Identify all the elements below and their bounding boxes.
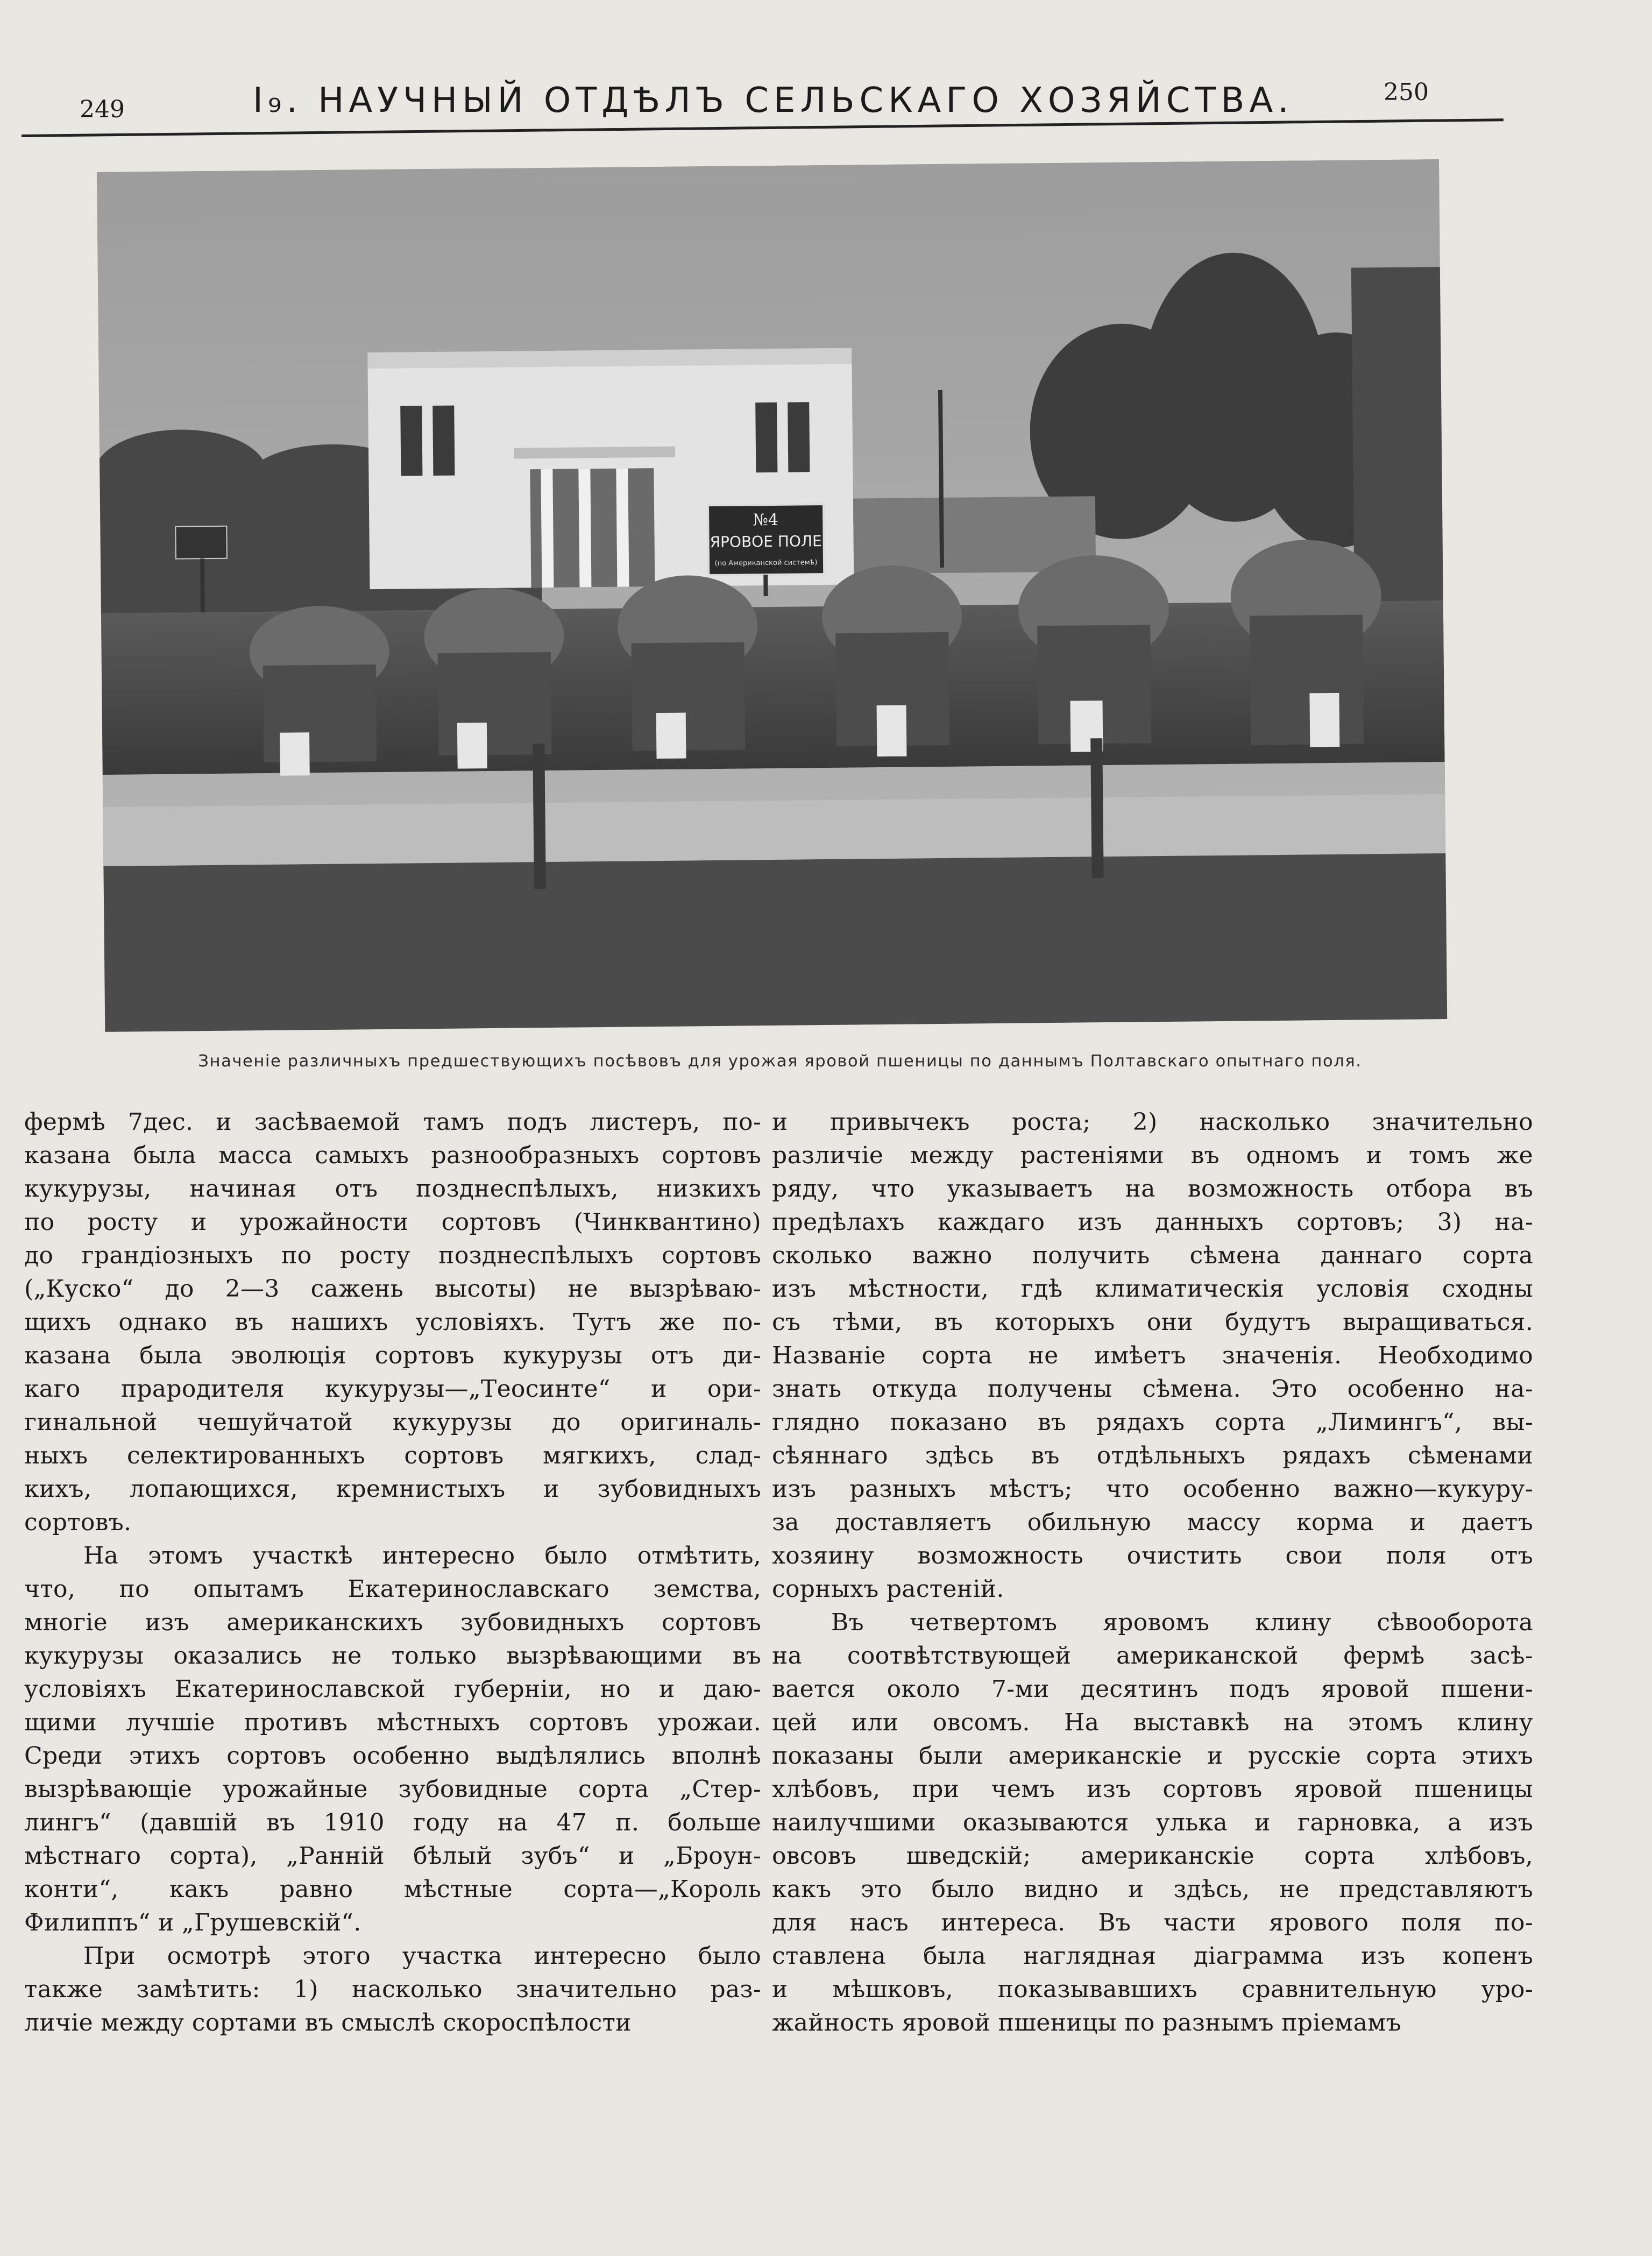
text-line: каго прародителя кукурузы—„Теосинте“ и ори- xyxy=(24,1375,761,1403)
text-line: сортовъ. xyxy=(24,1509,132,1536)
text-line: вызрѣвающіе урожайные зубовидные сорта „Стер- xyxy=(24,1776,761,1803)
text-line: глядно показано въ рядахъ сорта „Лимингъ“, вы- xyxy=(772,1409,1533,1436)
text-line: казана была эволюція сортовъ кукурузы отъ ди- xyxy=(24,1342,761,1369)
text-line: условіяхъ Екатеринославской губерніи, но и даю- xyxy=(24,1675,761,1703)
text-line: („Куско“ до 2—3 сажень высоты) не вызрѣваю- xyxy=(24,1275,761,1303)
text-line: казана была масса самыхъ разнообразныхъ сортовъ xyxy=(24,1142,761,1169)
text-line: хлѣбовъ, при чемъ изъ сортовъ яровой пшеницы xyxy=(772,1776,1533,1803)
text-line: личіе между сортами въ смыслѣ скороспѣлости xyxy=(24,2009,632,2036)
text-line: и привычекъ роста; 2) насколько значительно xyxy=(772,1108,1533,1136)
text-line: кукурузы, начиная отъ позднеспѣлыхъ, низкихъ xyxy=(24,1175,761,1203)
text-line: по росту и урожайности сортовъ (Чинквантино) xyxy=(24,1208,761,1236)
header-rule xyxy=(22,118,1504,137)
text-line: до грандіозныхъ по росту позднеспѣлыхъ сортовъ xyxy=(24,1242,761,1269)
foreground-grass xyxy=(103,853,1447,1032)
text-line: кукурузы оказались не только вызрѣвающими въ xyxy=(24,1642,761,1670)
right-text-column xyxy=(772,1106,1533,2040)
text-line: и мѣшковъ, показывавшихъ сравнительную уро- xyxy=(772,1976,1533,2003)
text-line: сѣяннаго здѣсь въ отдѣльныхъ рядахъ сѣменами xyxy=(772,1442,1533,1469)
text-line: что, по опытамъ Екатеринославскаго земства, xyxy=(24,1575,761,1603)
sign-number: №4 xyxy=(753,510,779,530)
text-line: На этомъ участкѣ интересно было отмѣтить, xyxy=(83,1542,761,1569)
field-photograph xyxy=(97,159,1447,1032)
text-line: жайность яровой пшеницы по разнымъ пріемамъ xyxy=(772,2009,1401,2036)
text-line: на соотвѣтствующей американской фермѣ засѣ- xyxy=(772,1642,1533,1670)
text-line: фермѣ 7дес. и засѣваемой тамъ подъ листеръ, по- xyxy=(24,1108,761,1136)
text-line: сорныхъ растеній. xyxy=(772,1575,1004,1603)
text-line: сколько важно получить сѣмена даннаго сорта xyxy=(772,1242,1533,1269)
text-line: за доставляетъ обильную массу корма и даетъ xyxy=(772,1509,1533,1536)
text-line: Филиппъ“ и „Грушевскій“. xyxy=(24,1909,361,1936)
text-line: щихъ однако въ нашихъ условіяхъ. Тутъ же по- xyxy=(24,1309,761,1336)
page-number-right: 250 xyxy=(1384,79,1429,106)
text-line: также замѣтить: 1) насколько значительно раз- xyxy=(24,1976,761,2003)
left-text-column xyxy=(24,1106,761,2040)
text-line: различіе между растеніями въ одномъ и томъ же xyxy=(772,1142,1533,1169)
text-line: ныхъ селектированныхъ сортовъ мягкихъ, слад- xyxy=(24,1442,761,1469)
text-line: многіе изъ американскихъ зубовидныхъ сортовъ xyxy=(24,1609,761,1636)
figure-caption: Значеніе различныхъ предшествующихъ посѣвовъ для урожая яровой пшеницы по даннымъ Полтавскаго опытнаго поля. xyxy=(198,1052,1362,1071)
text-line: вается около 7-ми десятинъ подъ яровой пшени- xyxy=(772,1675,1533,1703)
text-line: наилучшими оказываются улька и гарновка, а изъ xyxy=(772,1809,1533,1836)
text-line: изъ мѣстности, гдѣ климатическія условія сходны xyxy=(772,1275,1533,1303)
text-line: изъ разныхъ мѣстъ; что особенно важно—кукуру- xyxy=(772,1475,1533,1503)
text-line: для насъ интереса. Въ части ярового поля по- xyxy=(772,1909,1533,1936)
text-line: ставлена была наглядная діаграмма изъ копенъ xyxy=(772,1942,1533,1970)
text-line: Названіе сорта не имѣетъ значенія. Необходимо xyxy=(772,1342,1533,1369)
text-line: кихъ, лопающихся, кремнистыхъ и зубовидныхъ xyxy=(24,1475,761,1503)
sign-title: ЯРОВОЕ ПОЛЕ xyxy=(710,532,822,551)
text-line: съ тѣми, въ которыхъ они будутъ выращиваться. xyxy=(772,1309,1533,1336)
text-line: какъ это было видно и здѣсь, не представляютъ xyxy=(772,1876,1533,1903)
text-line: щими лучшіе противъ мѣстныхъ сортовъ урожаи. xyxy=(24,1709,761,1736)
page-number-left: 249 xyxy=(80,96,125,123)
text-line: Среди этихъ сортовъ особенно выдѣлялись вполнѣ xyxy=(24,1742,761,1770)
text-line: знать откуда получены сѣмена. Это особенно на- xyxy=(772,1375,1533,1403)
text-line: При осмотрѣ этого участка интересно было xyxy=(83,1942,761,1970)
text-line: ряду, что указываетъ на возможность отбора въ xyxy=(772,1175,1533,1203)
small-sign xyxy=(175,526,227,559)
text-line: Въ четвертомъ яровомъ клину сѣвооборота xyxy=(831,1609,1533,1636)
text-line: показаны были американскіе и русскіе сорта этихъ xyxy=(772,1742,1533,1770)
text-line: конти“, какъ равно мѣстные сорта—„Король xyxy=(24,1876,761,1903)
text-line: цей или овсомъ. На выставкѣ на этомъ клину xyxy=(772,1709,1533,1736)
text-line: лингъ“ (давшій въ 1910 году на 47 п. больше xyxy=(24,1809,761,1836)
text-line: хозяину возможность очистить свои поля отъ xyxy=(772,1542,1533,1569)
text-line: мѣстнаго сорта), „Ранній бѣлый зубъ“ и „Броун- xyxy=(24,1842,761,1870)
sign-subtitle: (по Американской системѣ) xyxy=(714,558,818,568)
text-line: овсовъ шведскій; американскіе сорта хлѣбовъ, xyxy=(772,1842,1533,1870)
running-header-title: I₉. НАУЧНЫЙ ОТДѢЛЪ СЕЛЬСКАГО ХОЗЯЙСТВА. xyxy=(253,81,1294,121)
text-line: гинальной чешуйчатой кукурузы до оригиналь- xyxy=(24,1409,761,1436)
text-line: предѣлахъ каждаго изъ данныхъ сортовъ; 3) на- xyxy=(772,1208,1533,1236)
